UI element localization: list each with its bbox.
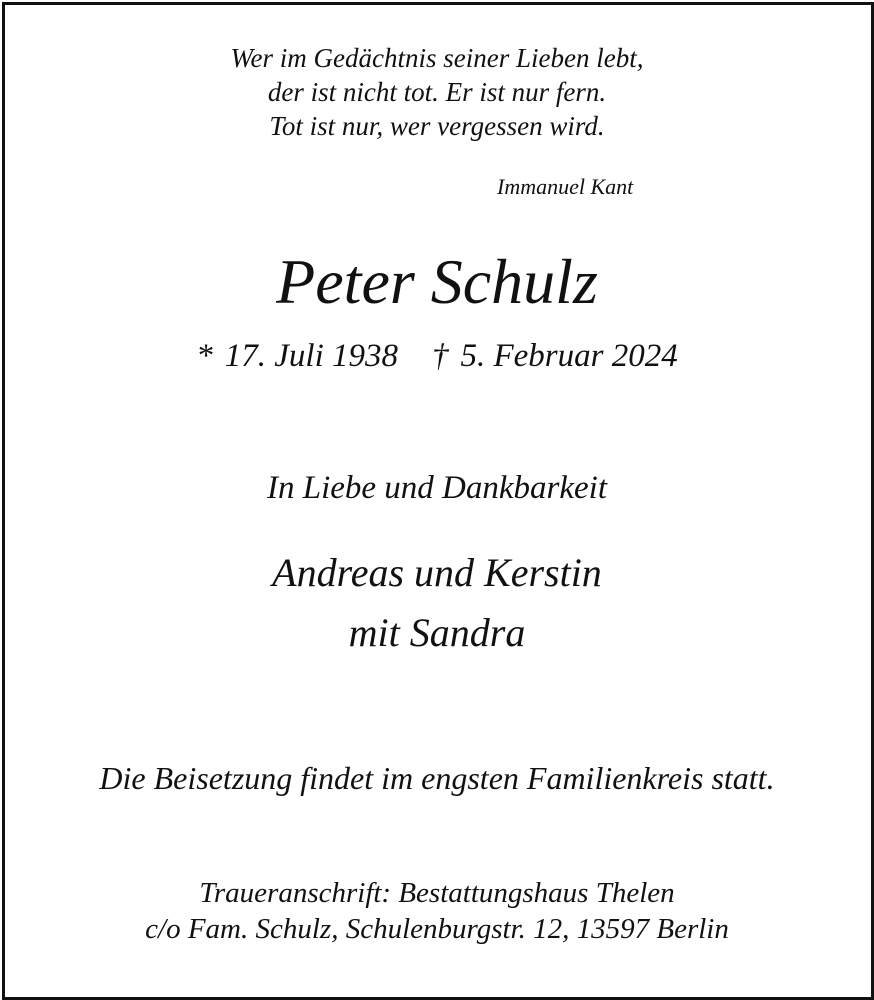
address-line-1: Traueranschrift: Bestattungshaus Thelen	[199, 877, 675, 909]
quote-author: Immanuel Kant	[497, 174, 634, 199]
quote-line-3: Tot ist nur, wer vergessen wird.	[269, 111, 605, 141]
address-line-2: c/o Fam. Schulz, Schulenburgstr. 12, 13597 Berlin	[145, 913, 729, 945]
death-symbol: †	[431, 338, 449, 374]
birth-date: 17. Juli 1938	[224, 338, 398, 374]
death-date: 5. Februar 2024	[460, 338, 678, 374]
life-dates	[0, 340, 874, 373]
mourners-line-1: Andreas und Kerstin	[272, 550, 602, 595]
quote-line-2: der ist nicht tot. Er ist nur fern.	[267, 77, 607, 107]
birth-symbol: *	[196, 338, 213, 374]
deceased-name: Peter Schulz	[276, 246, 598, 317]
quote-line-1: Wer im Gedächtnis seiner Lieben lebt,	[230, 43, 644, 73]
burial-note: Die Beisetzung findet im engsten Familienkreis statt.	[99, 760, 775, 796]
mourners-line-2: mit Sandra	[348, 610, 526, 655]
dedication-text: In Liebe und Dankbarkeit	[266, 470, 607, 506]
